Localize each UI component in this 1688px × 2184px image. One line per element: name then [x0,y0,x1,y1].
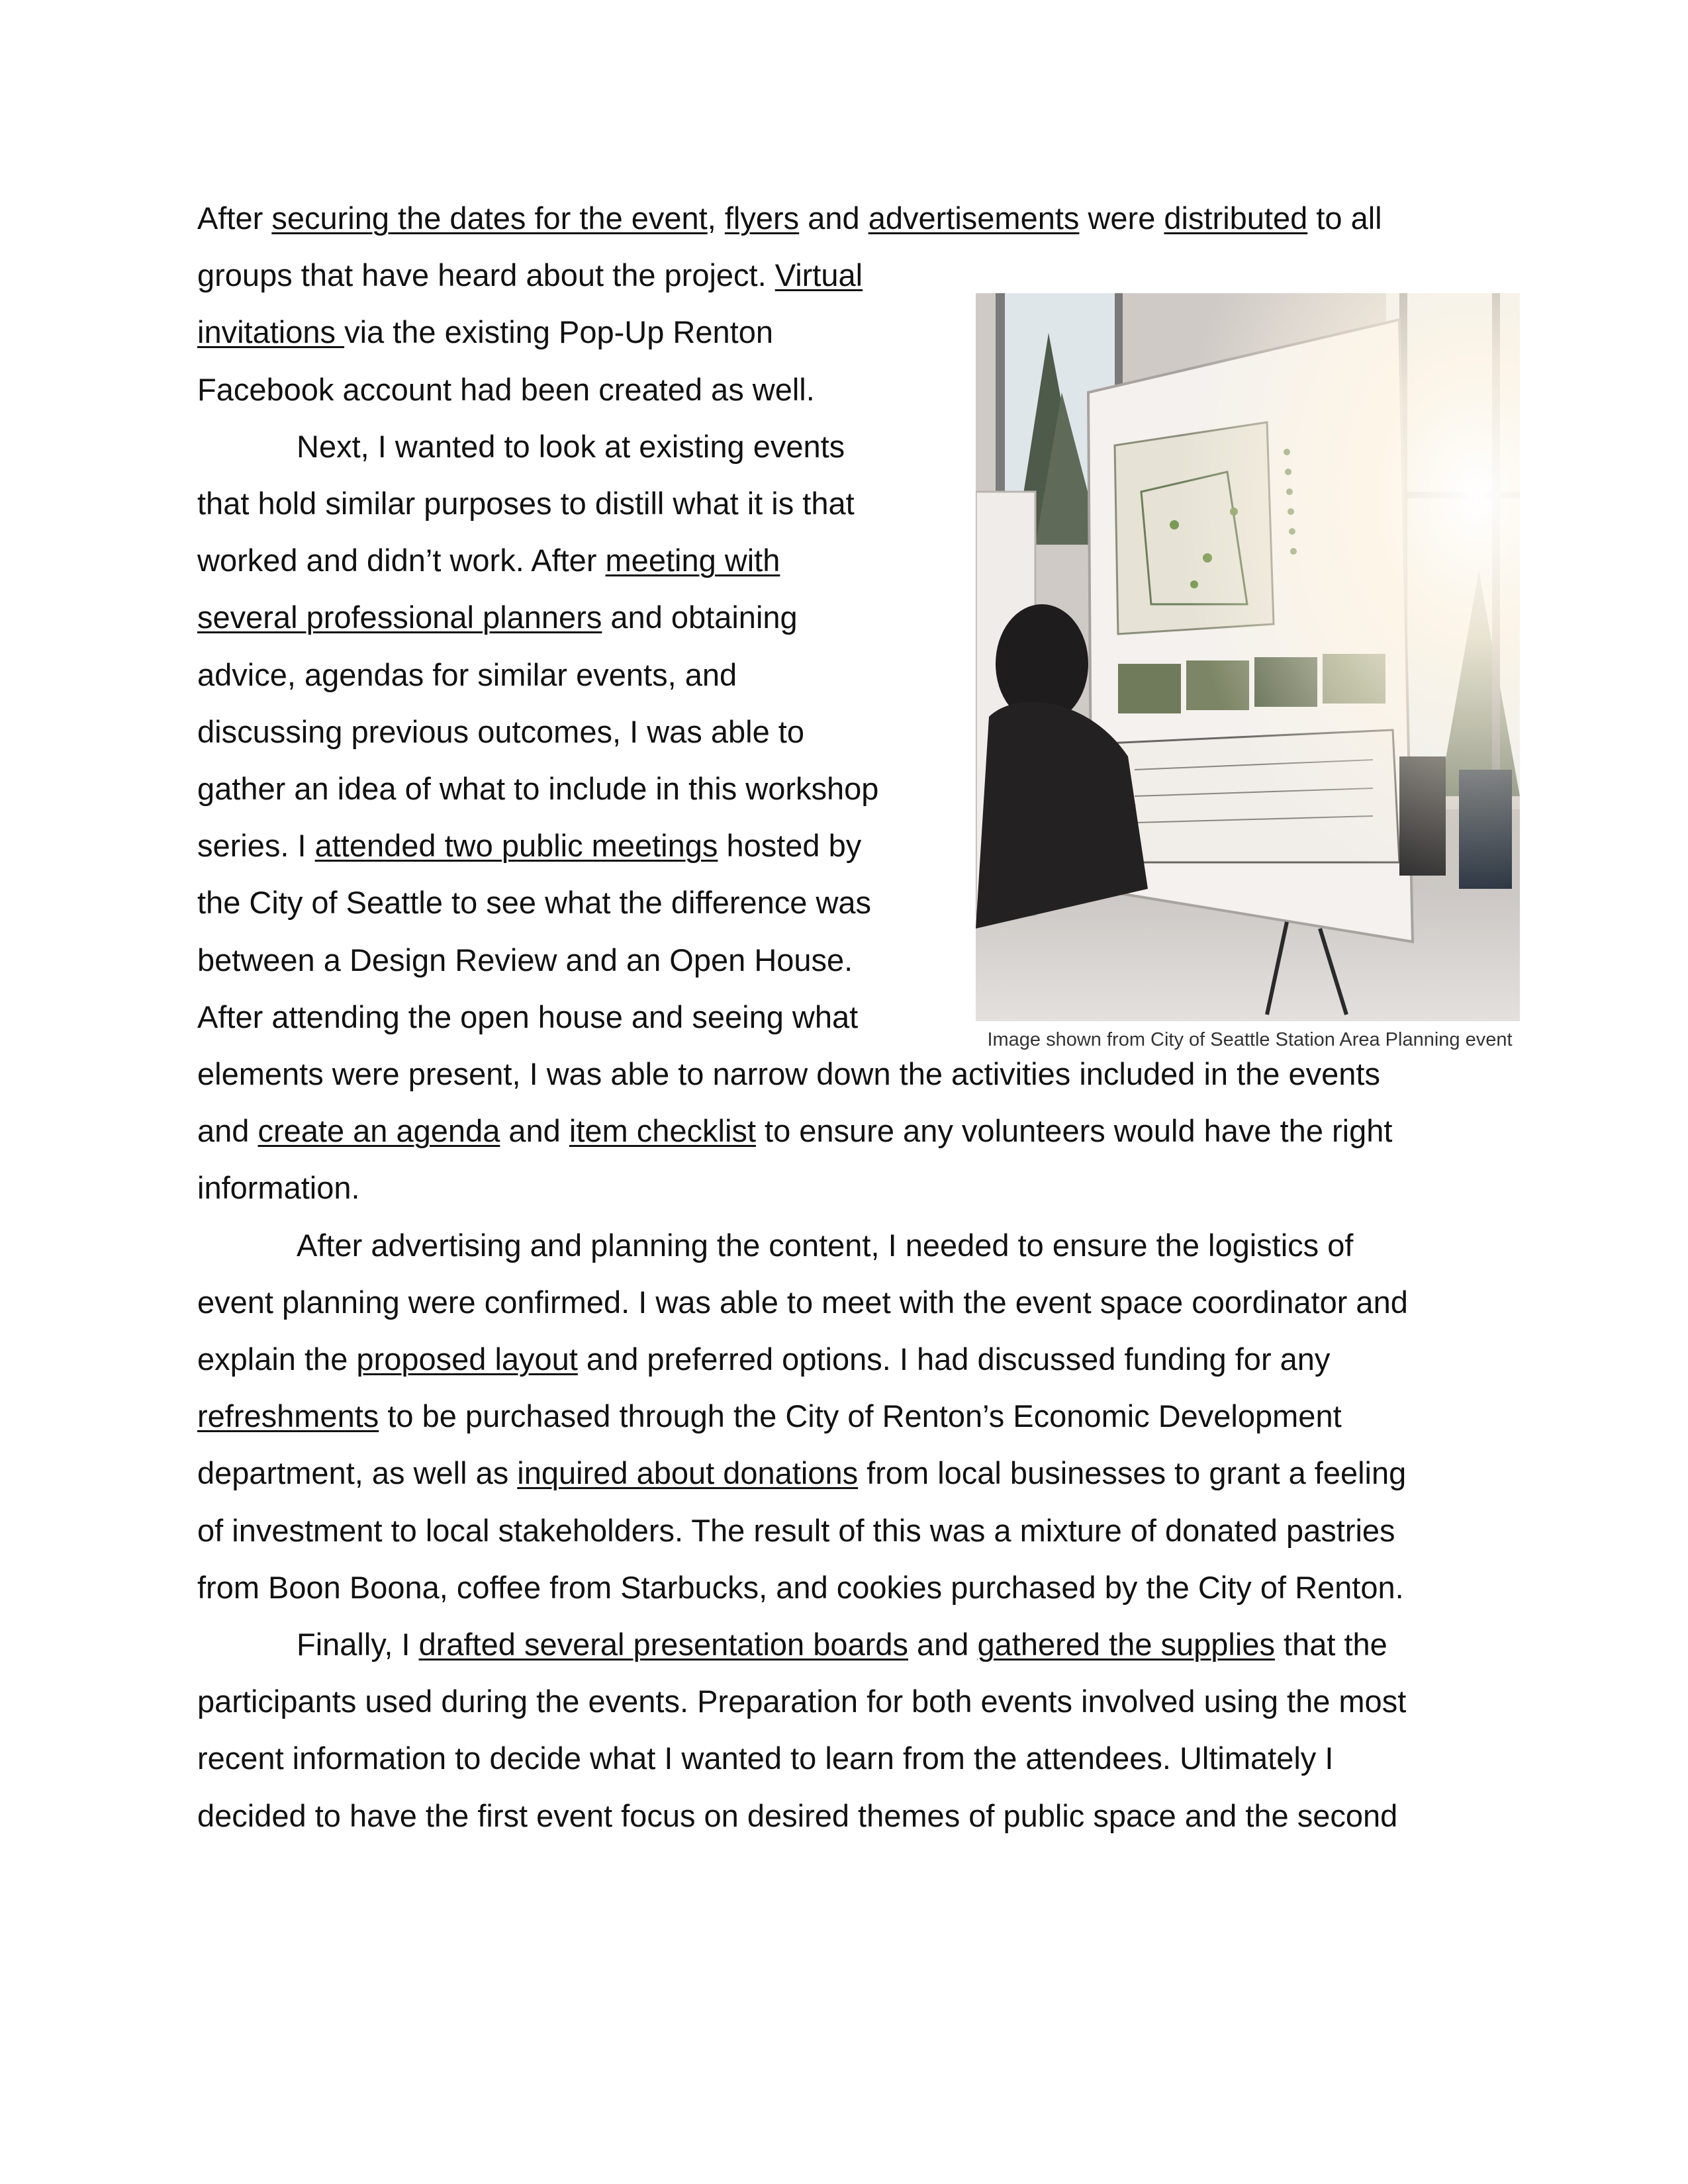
text-line [297,1216,1353,1275]
underlined-link[interactable]: proposed layout [356,1342,578,1377]
text-run: event planning were confirmed. I was able to meet with the event space coordinator and [197,1284,1408,1320]
text-run: to be purchased through the City of Renton’s Economic Development [379,1398,1342,1434]
text-line [297,1615,1387,1674]
text-line [197,816,861,876]
text-line [197,1672,1406,1731]
text-line [197,1273,1408,1332]
text-line [197,360,815,420]
text-run: elements were present, I was able to narrow down the activities included in the events [197,1056,1380,1091]
figure-caption: Image shown from City of Seattle Station Area Planning event [987,1029,1513,1050]
text-run: explain the [197,1342,357,1377]
text-run: the City of Seattle to see what the difference was [197,885,872,921]
text-run: After advertising and planning the content, I needed to ensure the logistics of [297,1227,1354,1263]
text-line [197,931,853,990]
underlined-link[interactable]: meeting with [605,543,780,578]
text-line [197,302,773,362]
underlined-link[interactable]: item checklist [569,1113,756,1149]
text-run: groups that have heard about the project. [197,257,775,293]
text-line [197,1101,1392,1161]
text-run: , [707,201,725,236]
text-run: and [908,1627,978,1662]
text-line [197,246,863,305]
event-photo [976,293,1520,1021]
text-line [197,645,737,705]
text-run: of investment to local stakeholders. The result of this was a mixture of donated pastries [197,1512,1395,1548]
text-run: between a Design Review and an Open House. [197,942,853,978]
text-line [197,702,804,762]
text-run: that the [1274,1627,1387,1662]
underlined-link[interactable]: Virtual [774,257,863,293]
text-line [297,417,845,477]
text-run: department, as well as [197,1455,518,1491]
text-run: participants used during the events. Preparation for both events involved using the most [197,1684,1407,1719]
underlined-link[interactable]: inquired about donations [517,1455,859,1491]
text-run: After attending the open house and seeing what [197,999,859,1034]
underlined-link[interactable]: refreshments [197,1398,379,1434]
text-run: that hold similar purposes to distill what it is that [197,486,855,521]
text-run: information. [197,1170,360,1206]
text-line [197,1443,1406,1503]
text-run: were [1079,201,1164,236]
underlined-link[interactable]: attended two public meetings [314,828,718,864]
text-run: hosted by [718,828,862,864]
underlined-link[interactable]: securing the dates for the event [271,201,708,236]
text-line [197,1786,1397,1846]
text-run: and [799,201,868,236]
text-line [197,873,871,933]
underlined-link[interactable]: gathered the supplies [977,1627,1275,1662]
text-line [197,1387,1342,1446]
text-line [197,1501,1395,1561]
text-run: and preferred options. I had discussed funding for any [577,1342,1331,1377]
text-run: Finally, I [297,1627,419,1662]
text-run: from local businesses to grant a feeling [858,1455,1407,1491]
underlined-link[interactable]: advertisements [868,201,1080,236]
text-run: After [197,201,272,236]
text-run: advice, agendas for similar events, and [197,657,737,692]
underlined-link[interactable]: drafted several presentation boards [418,1627,908,1662]
text-line [197,588,798,647]
text-run: to ensure any volunteers would have the right [755,1113,1393,1149]
text-run: and [500,1113,569,1149]
text-line [197,531,780,590]
text-run: and [197,1113,258,1149]
text-run: discussing previous outcomes, I was able to [197,713,804,749]
underlined-link[interactable]: flyers [724,201,800,236]
text-line [197,1330,1330,1389]
text-run: Facebook account had been created as well. [197,371,815,407]
text-run: gather an idea of what to include in this workshop [197,771,879,806]
underlined-link[interactable]: create an agenda [258,1113,500,1149]
text-run: decided to have the first event focus on desired themes of public space and the second [197,1797,1398,1833]
text-run: to all [1307,201,1382,236]
underlined-link[interactable]: several professional planners [197,600,602,635]
text-line [197,987,858,1047]
text-run: worked and didn’t work. After [197,543,606,578]
text-line [197,1729,1333,1788]
text-line [197,759,878,819]
text-run: and obtaining [602,600,798,635]
underlined-link[interactable]: distributed [1164,201,1308,236]
text-line [197,1158,360,1218]
text-run: series. I [197,828,315,864]
text-run: Next, I wanted to look at existing events [297,428,845,464]
text-run: recent information to decide what I wanted to learn from the attendees. Ultimately I [197,1741,1334,1776]
text-run: from Boon Boona, coffee from Starbucks, and cookies purchased by the City of Renton. [197,1569,1404,1605]
text-line [197,1558,1404,1617]
text-run: via the existing Pop-Up Renton [344,314,773,350]
text-line [197,1044,1380,1104]
text-line [197,189,1382,248]
underlined-link[interactable]: invitations [197,314,345,350]
text-line [197,474,855,533]
